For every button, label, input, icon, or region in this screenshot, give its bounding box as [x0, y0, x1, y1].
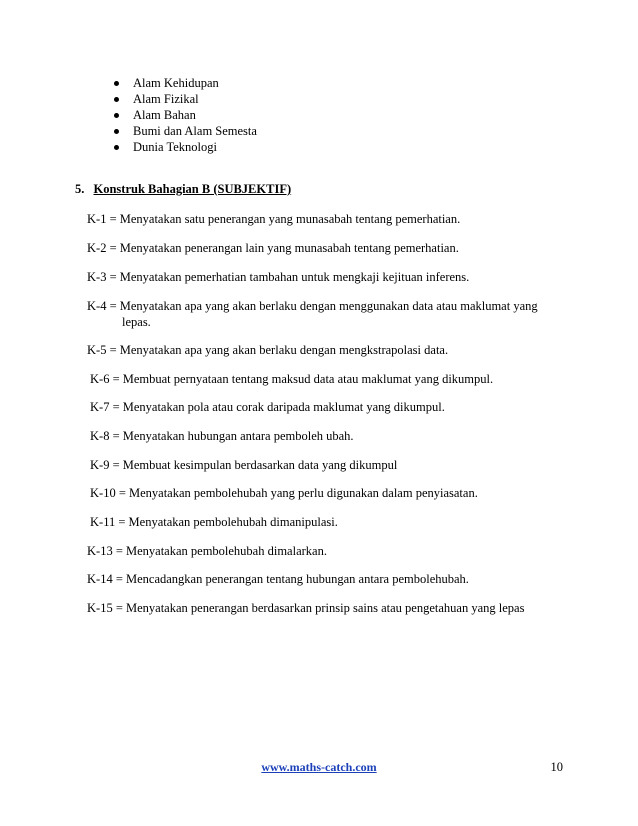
list-item: [112, 123, 257, 139]
list-item: [112, 91, 257, 107]
construct-text: K-1 = Menyatakan satu penerangan yang munasabah tentang pemerhatian.: [87, 212, 461, 226]
construct-text: K-3 = Menyatakan pemerhatian tambahan untuk mengkaji kejituan inferens.: [87, 270, 470, 284]
construct-text: K-5 = Menyatakan apa yang akan berlaku dengan mengkstrapolasi data.: [87, 343, 449, 357]
construct-text: K-7 = Menyatakan pola atau corak daripada maklumat yang dikumpul.: [90, 400, 445, 414]
construct-line: [90, 514, 338, 530]
construct-line: [87, 543, 327, 559]
list-item-label: Alam Kehidupan: [133, 76, 219, 90]
construct-text: K-8 = Menyatakan hubungan antara pemboleh ubah.: [90, 429, 354, 443]
construct-line: [87, 269, 469, 285]
construct-text: K-10 = Menyatakan pembolehubah yang perlu digunakan dalam penyiasatan.: [90, 486, 478, 500]
construct-text: K-9 = Membuat kesimpulan berdasarkan data yang dikumpul: [90, 458, 398, 472]
list-item: [112, 107, 257, 123]
construct-text: K-15 = Menyatakan penerangan berdasarkan prinsip sains atau pengetahuan yang lepas: [87, 601, 525, 615]
bullet-icon: [114, 113, 119, 118]
footer-link-text[interactable]: www.maths-catch.com: [261, 760, 377, 774]
construct-line: [90, 457, 397, 473]
bullet-list: [112, 75, 257, 155]
list-item-label: Dunia Teknologi: [133, 140, 217, 154]
footer-website-link[interactable]: [0, 760, 638, 775]
construct-continuation: lepas.: [122, 315, 151, 329]
bullet-icon: [114, 129, 119, 134]
construct-text: K-2 = Menyatakan penerangan lain yang munasabah tentang pemerhatian.: [87, 241, 459, 255]
construct-line: [87, 240, 459, 256]
bullet-icon: [114, 81, 119, 86]
construct-line: [87, 211, 460, 227]
section-title: Konstruk Bahagian B (SUBJEKTIF): [93, 182, 292, 196]
construct-text: K-13 = Menyatakan pembolehubah dimalarkan.: [87, 544, 327, 558]
construct-text: K-14 = Mencadangkan penerangan tentang hubungan antara pembolehubah.: [87, 572, 469, 586]
list-item-label: Alam Fizikal: [133, 92, 199, 106]
construct-line: [90, 371, 493, 387]
construct-line: [87, 600, 524, 616]
construct-line: [87, 342, 448, 358]
construct-text: K-6 = Membuat pernyataan tentang maksud data atau maklumat yang dikumpul.: [90, 372, 494, 386]
section-number: 5.: [75, 182, 85, 196]
construct-text: K-4 = Menyatakan apa yang akan berlaku dengan menggunakan data atau maklumat yang: [87, 299, 538, 313]
construct-line: [90, 428, 354, 444]
construct-text: K-11 = Menyatakan pembolehubah dimanipulasi.: [90, 515, 338, 529]
construct-line: [87, 571, 469, 587]
list-item-label: Alam Bahan: [133, 108, 196, 122]
list-item: [112, 139, 257, 155]
list-item: [112, 75, 257, 91]
construct-line: [90, 485, 478, 501]
bullet-icon: [114, 97, 119, 102]
page-number: 10: [550, 760, 563, 774]
construct-line: [90, 399, 445, 415]
bullet-icon: [114, 145, 119, 150]
section-heading: [75, 182, 291, 197]
construct-line: [87, 298, 538, 330]
list-item-label: Bumi dan Alam Semesta: [133, 124, 257, 138]
